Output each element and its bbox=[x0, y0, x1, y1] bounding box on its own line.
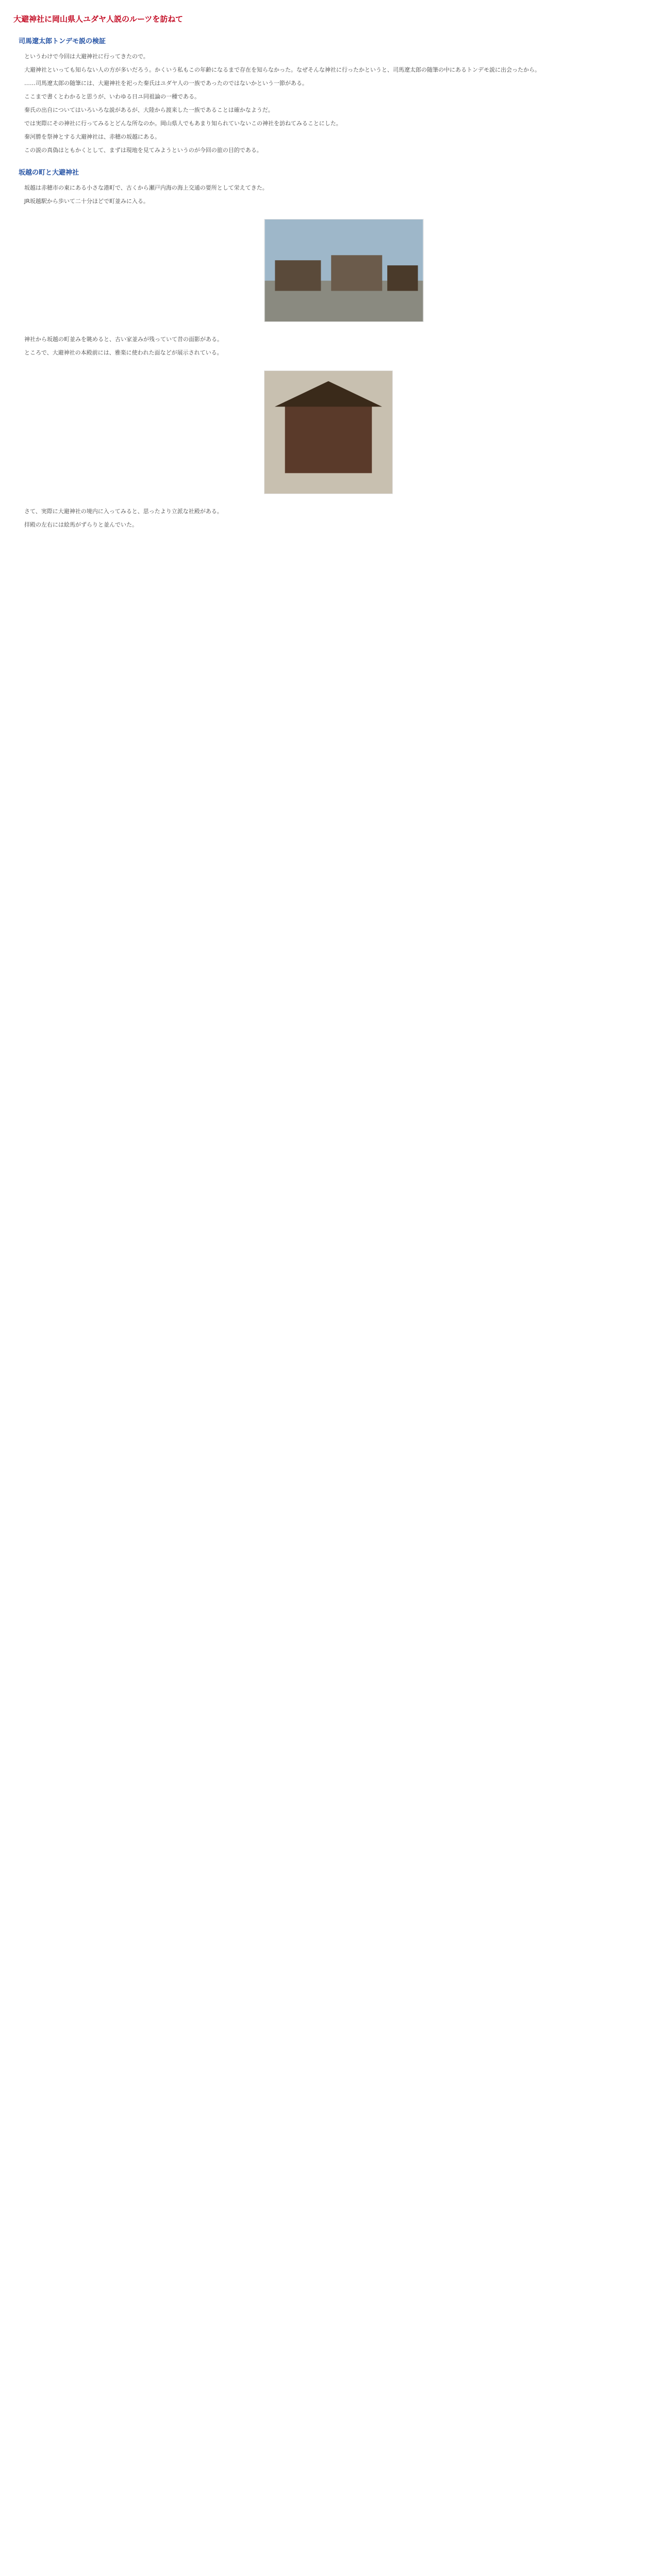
section-heading: 司馬遼太郎トンデモ説の検証 bbox=[19, 38, 106, 45]
paragraph: 坂越は赤穂市の東にある小さな港町で、古くから瀬戸内海の海上交通の要所として栄えてきた。 bbox=[24, 184, 268, 191]
paragraph: さて、実際に大避神社の境内に入ってみると、思ったより立派な社殿がある。 bbox=[24, 508, 223, 515]
shrine-photo bbox=[264, 370, 393, 494]
section-body bbox=[13, 52, 649, 156]
paragraph: ここまで書くとわかると思うが、いわゆる日ユ同祖論の一種である。 bbox=[24, 93, 200, 100]
section-heading: 坂越の町と大避神社 bbox=[19, 169, 79, 177]
paragraph: 秦氏の出自についてはいろいろな説があるが、大陸から渡来した一族であることは確かなようだ。 bbox=[24, 107, 274, 113]
paragraph: では実際にその神社に行ってみるとどんな所なのか。岡山県人でもあまり知られていないこの神社を訪ねてみることにした。 bbox=[24, 120, 342, 127]
paragraph: ところで、大避神社の本殿前には、雅楽に使われた面などが展示されている。 bbox=[24, 349, 223, 356]
paragraph: 秦河勝を祭神とする大避神社は、赤穂の坂越にある。 bbox=[24, 133, 160, 140]
paragraph: というわけで今回は大避神社に行ってきたので。 bbox=[24, 53, 149, 60]
street-photo-image bbox=[264, 219, 423, 321]
shrine-photo-image bbox=[264, 371, 392, 494]
paragraph: JR坂越駅から歩いて二十分ほどで町並みに入る。 bbox=[24, 198, 149, 205]
street-photo bbox=[264, 219, 424, 322]
page-title: 大避神社に岡山県人ユダヤ人説のルーツを訪ねて bbox=[13, 14, 184, 24]
paragraph: この説の真偽はともかくとして、まずは現地を見てみようというのが今回の旅の目的である。 bbox=[24, 147, 262, 154]
section-body bbox=[13, 183, 649, 207]
paragraph: 神社から坂越の町並みを眺めると、古い家並みが残っていて昔の面影がある。 bbox=[24, 336, 223, 343]
paragraph: 大避神社といっても知らない人の方が多いだろう。かくいう私もこの年齢になるまで存在を知らなかった。なぜそんな神社に行ったかというと、司馬遼太郎の随筆の中にあるトンデモ説に出会ったから。 bbox=[24, 66, 540, 73]
paragraph: 拝殿の左右には絵馬がずらりと並んでいた。 bbox=[24, 521, 138, 528]
paragraph: ……司馬遼太郎の随筆には、大避神社を祀った秦氏はユダヤ人の一族であったのではないかという一節がある。 bbox=[24, 80, 308, 87]
